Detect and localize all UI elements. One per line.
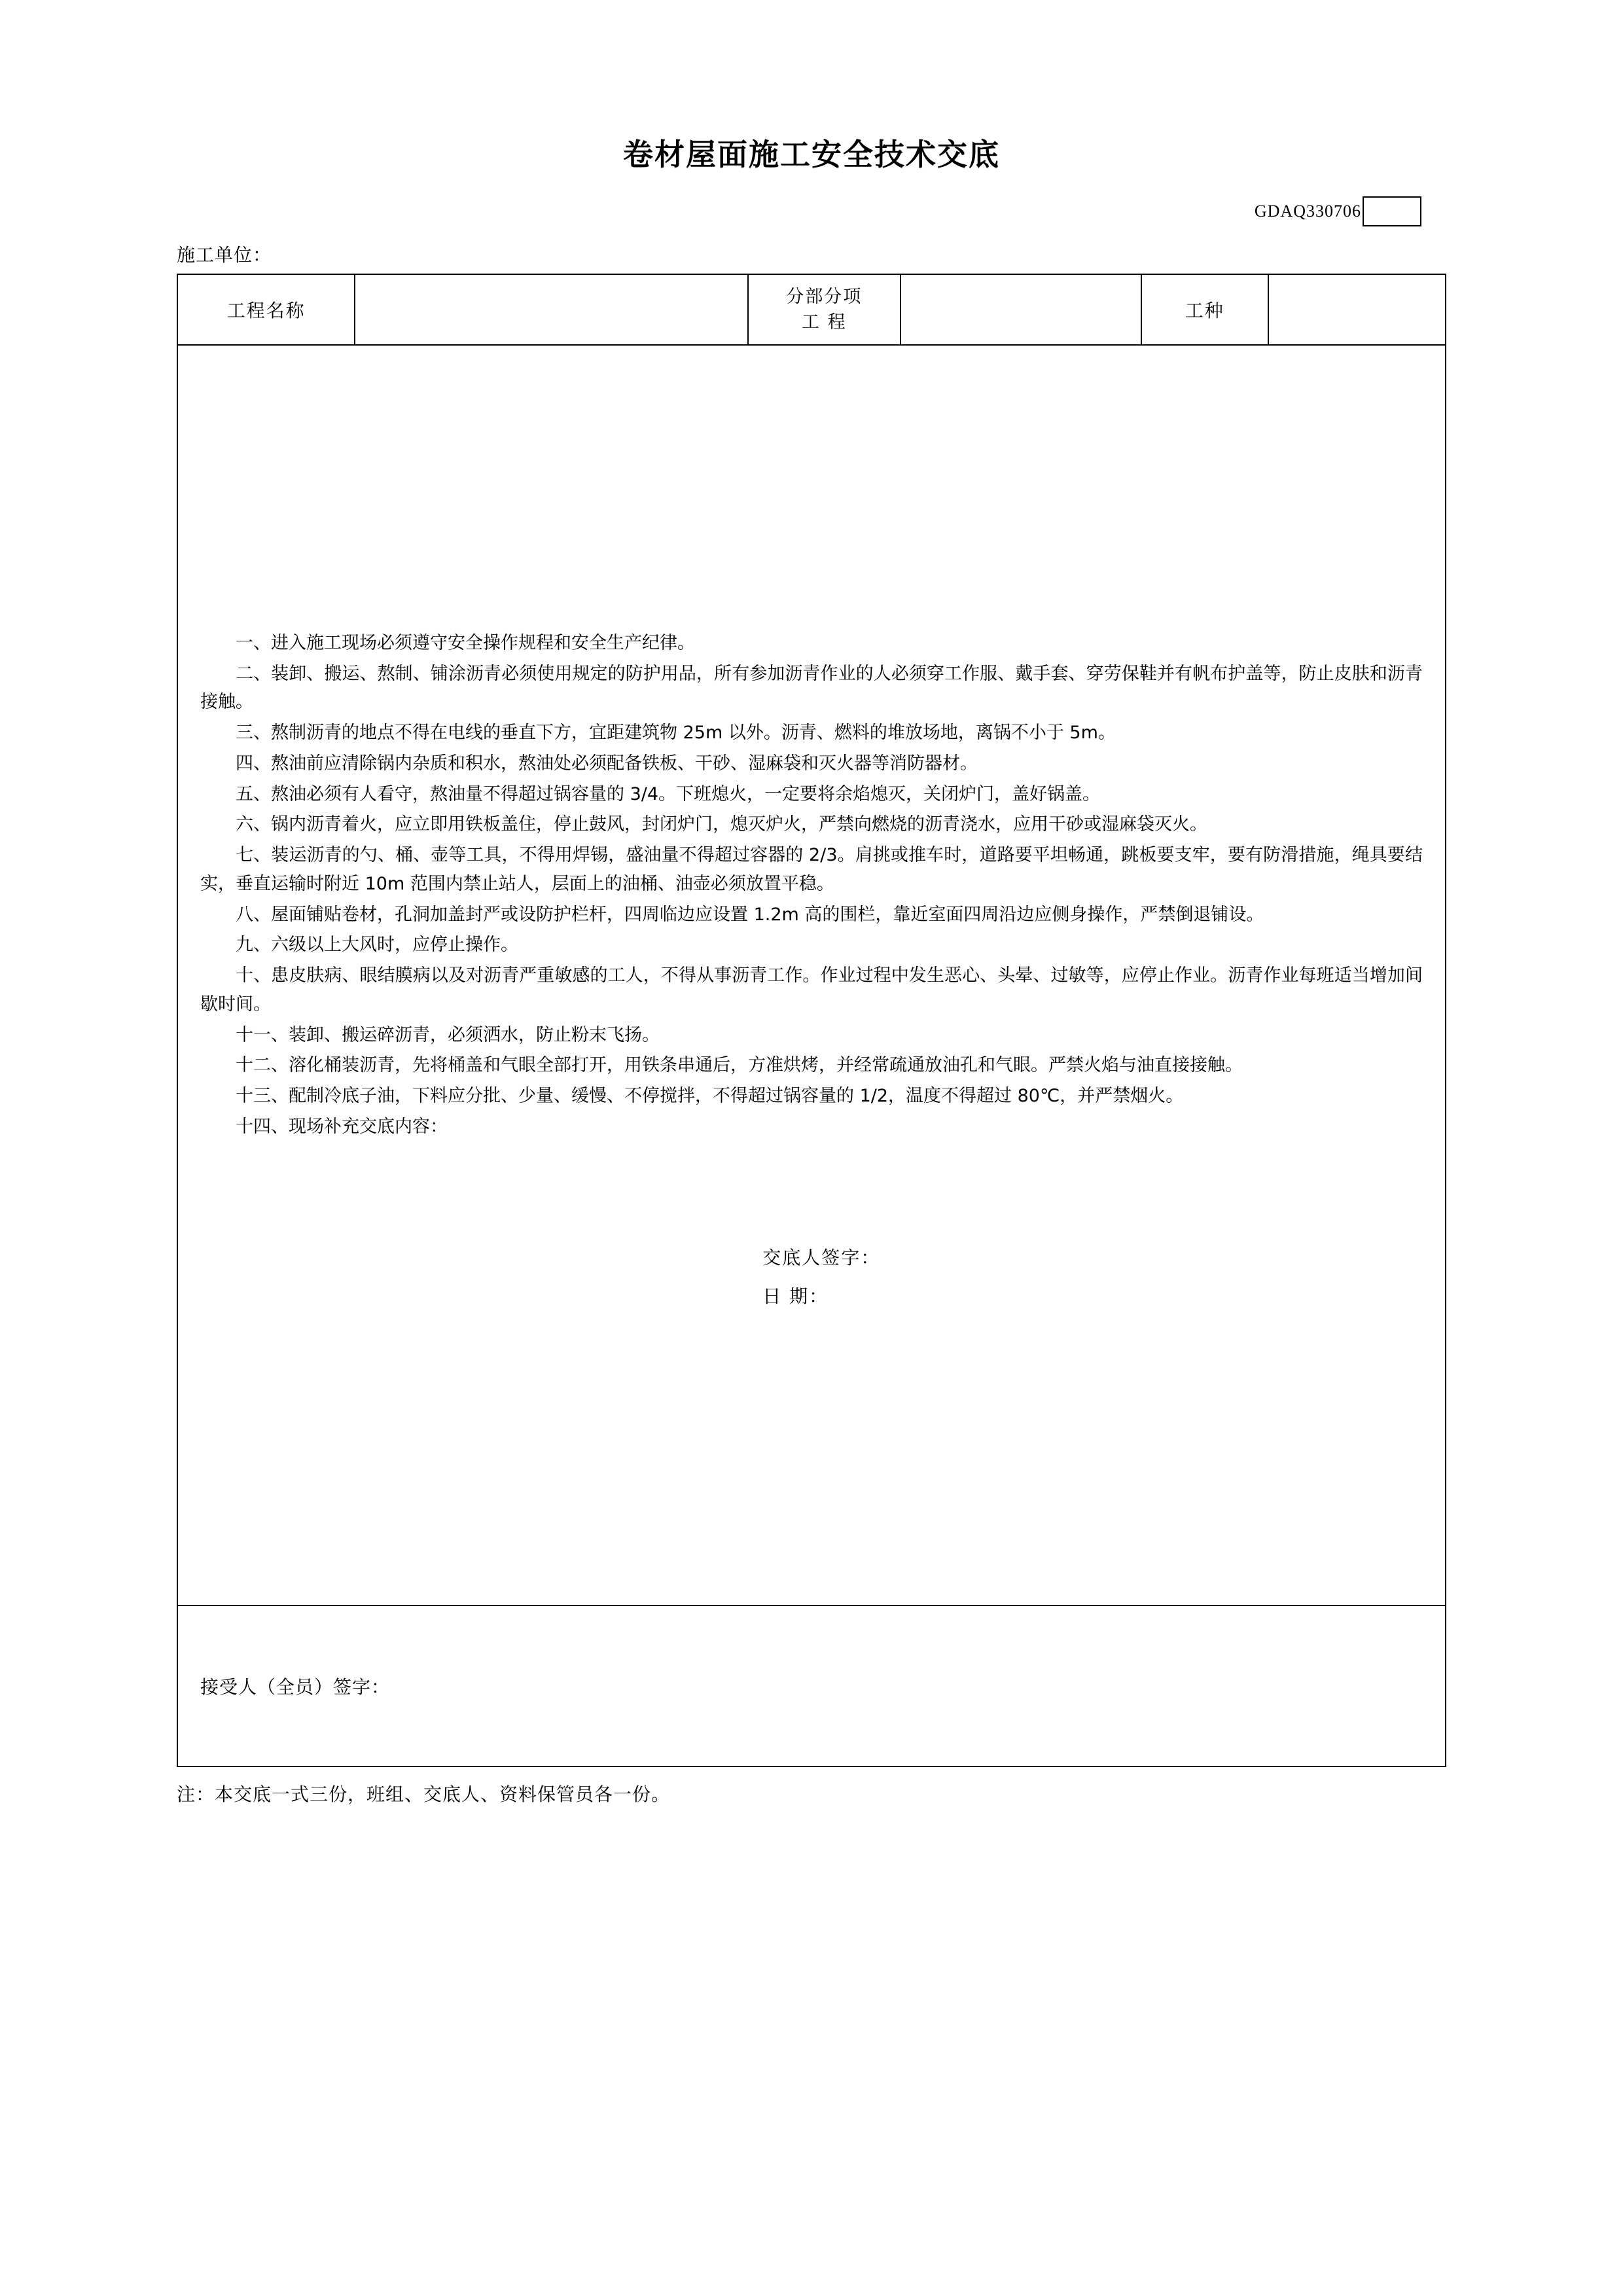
content-item: 八、屋面铺贴卷材，孔洞加盖封严或设防护栏杆，四周临边应设置 1.2m 高的围栏，靠近室面四周沿边应侧身操作，严禁倒退铺设。 bbox=[236, 904, 1264, 925]
content-item: 六、锅内沥青着火，应立即用铁板盖住，停止鼓风，封闭炉门，熄灭炉火，严禁向燃烧的沥青浇水，应用干砂或湿麻袋灭火。 bbox=[236, 814, 1207, 835]
disclosure-content bbox=[177, 345, 1446, 1605]
worktype-label: 工种 bbox=[1141, 274, 1268, 345]
worktype-value[interactable] bbox=[1268, 274, 1446, 345]
construction-unit-label: 施工单位： bbox=[177, 244, 272, 266]
presenter-signature-label[interactable]: 交底人签字： bbox=[762, 1247, 881, 1269]
content-item: 七、装运沥青的勺、桶、壶等工具，不得用焊锡，盛油量不得超过容器的 2/3。肩挑或推车时，道路要平坦畅通，跳板要支牢，要有防滑措施，绳具要结实，垂直运输时附近 10m 范围内禁止站人，层面上的油桶、油壶必须放置平稳。 bbox=[200, 845, 1423, 894]
page-title: 卷材屋面施工安全技术交底 bbox=[623, 137, 1000, 172]
table-row-content bbox=[177, 345, 1446, 1605]
content-item: 十一、装卸、搬运碎沥青，必须洒水，防止粉末飞扬。 bbox=[236, 1024, 660, 1045]
subproject-label bbox=[748, 274, 901, 345]
document-code-row bbox=[177, 196, 1421, 226]
project-name-value[interactable] bbox=[355, 274, 748, 345]
project-name-label: 工程名称 bbox=[177, 274, 355, 345]
content-item: 一、进入施工现场必须遵守安全操作规程和安全生产纪律。 bbox=[236, 632, 695, 653]
content-item: 二、装卸、搬运、熬制、铺涂沥青必须使用规定的防护用品，所有参加沥青作业的人必须穿工作服、戴手套、穿劳保鞋并有帆布护盖等，防止皮肤和沥青接触。 bbox=[200, 663, 1423, 713]
content-item: 十、患皮肤病、眼结膜病以及对沥青严重敏感的工人，不得从事沥青工作。作业过程中发生恶心、头晕、过敏等，应停止作业。沥青作业每班适当增加间歇时间。 bbox=[200, 965, 1423, 1014]
subproject-label-line1: 分部分项 bbox=[786, 286, 863, 307]
document-code-box[interactable] bbox=[1363, 196, 1421, 226]
content-item: 十二、溶化桶装沥青，先将桶盖和气眼全部打开，用铁条串通后，方准烘烤，并经常疏通放油孔和气眼。严禁火焰与油直接接触。 bbox=[236, 1055, 1243, 1076]
table-row-header bbox=[177, 274, 1446, 345]
table-row-receiver bbox=[177, 1605, 1446, 1767]
footer-note: 注：本交底一式三份，班组、交底人、资料保管员各一份。 bbox=[177, 1784, 671, 1805]
subproject-value[interactable] bbox=[901, 274, 1141, 345]
content-item: 九、六级以上大风时，应停止操作。 bbox=[236, 935, 518, 956]
subproject-label-line2: 工 程 bbox=[802, 312, 847, 332]
content-item: 十三、配制冷底子油，下料应分批、少量、缓慢、不停搅拌，不得超过锅容量的 1/2，温度不得超过 80℃，并严禁烟火。 bbox=[236, 1085, 1184, 1106]
receiver-signature-label[interactable]: 接受人（全员）签字： bbox=[177, 1605, 1446, 1767]
document-code: GDAQ330706 bbox=[1254, 202, 1361, 221]
signature-block bbox=[200, 1239, 1423, 1316]
content-item: 十四、现场补充交底内容： bbox=[236, 1116, 448, 1137]
main-table bbox=[177, 274, 1446, 1767]
date-label[interactable]: 日 期： bbox=[762, 1285, 829, 1308]
content-item: 四、熬油前应清除锅内杂质和积水，熬油处必须配备铁板、干砂、湿麻袋和灭火器等消防器材。 bbox=[236, 753, 978, 774]
content-item: 三、熬制沥青的地点不得在电线的垂直下方，宜距建筑物 25m 以外。沥青、燃料的堆放场地，离锅不小于 5m。 bbox=[236, 723, 1116, 744]
content-item: 五、熬油必须有人看守，熬油量不得超过锅容量的 3/4。下班熄火，一定要将余焰熄灭，关闭炉门，盖好锅盖。 bbox=[236, 783, 1101, 804]
